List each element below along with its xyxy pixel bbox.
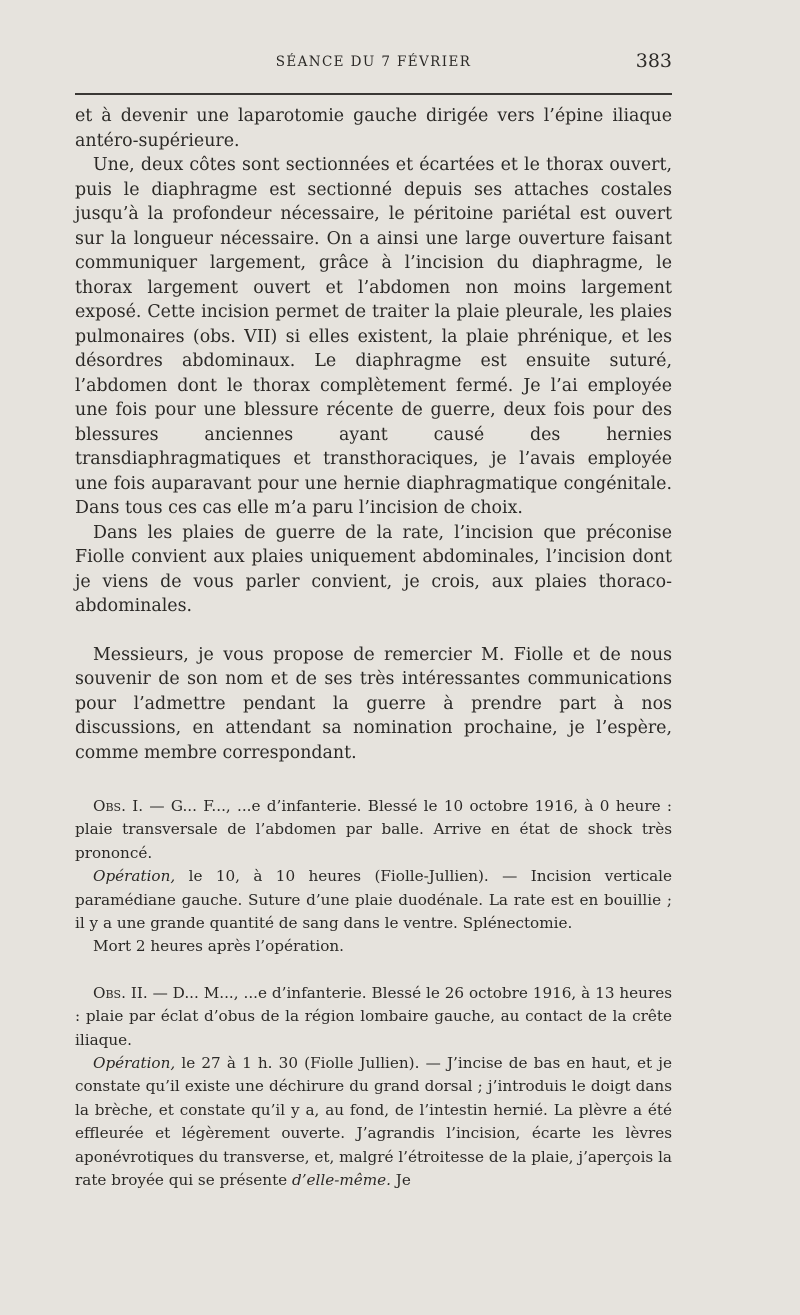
obs-2-text: — D... M..., ...e d’infanterie. Blessé le 26 octobre 1916, à 13 heures : plaie par éclat d’obus de la région lombaire gauche, au contact de la crête iliaque. <box>75 983 672 1049</box>
obs-2-operation-tail: Je <box>390 1171 411 1190</box>
obs-1-death: Mort 2 heures après l’opération. <box>93 937 345 956</box>
obs-2-operation-text: le 27 à 1 h. 30 (Fiolle Jullien). — J’incise de bas en haut, et je constate qu’il existe une déchirure du grand dorsal ; j’introduis le doigt dans la brèche, et constate qu’il y a, au fond, de l’intestin hernié. La plèvre a été effleurée et légèrement ouverte. J’agrandis l’incision, écarte les lèvres aponévrotiques du transverse, et, malgré l’étroitesse de la plaie, j’aperçois la rate broyée qui se présente <box>75 1054 672 1190</box>
obs-2-operation-label: Opération, <box>93 1054 176 1073</box>
obs-2-paragraph <box>75 982 672 1052</box>
obs-1-operation-label: Opération, <box>93 867 176 886</box>
obs-1-text: — G... F..., ...e d’infanterie. Blessé le 10 octobre 1916, à 0 heure : plaie transversale de l’abdomen par balle. Arrive en état de shock très prononcé. <box>75 797 672 862</box>
paragraph-2: Une, deux côtes sont sectionnées et écartées et le thorax ouvert, puis le diaphragme est sectionné depuis ses attaches costales jusqu’à la profondeur nécessaire, le péritoine pariétal est ouvert sur la longueur nécessaire. On a ainsi une large ouverture faisant communiquer largement, grâce à l’incision du diaphragme, le thorax largement ouvert et l’abdomen non moins largement exposé. Cette incision permet de traiter la plaie pleurale, les plaies pulmonaires (obs. VII) si elles existent, la plaie phrénique, et les désordres abdominaux. Le diaphragme est ensuite suturé, l’abdomen dont le thorax complètement fermé. Je l’ai employée une fois pour une blessure récente de guerre, deux fois pour des blessures anciennes ayant causé des hernies transdiaphragmatiques et transthoraciques, je l’avais employée une fois auparavant pour une hernie diaphragmatique congénitale. Dans tous ces cas elle m’a paru l’incision de choix. <box>75 155 672 518</box>
paragraph-4: Messieurs, je vous propose de remercier M. Fiolle et de nous souvenir de son nom et de ses très intéressantes communications pour l’admettre pendant la guerre à prendre part à nos discussions, en attendant sa nomination prochaine, je l’espère, comme membre correspondant. <box>75 644 672 763</box>
obs-1-operation-text: le 10, à 10 heures (Fiolle-Jullien). — Incision verticale paramédiane gauche. Suture d’une plaie duodénale. La rate est en bouillie ; il y a une grande quantité de sang dans le ventre. Splénectomie. <box>75 867 672 933</box>
obs-1-operation <box>75 865 672 935</box>
page-header <box>75 50 672 74</box>
main-text <box>75 104 672 765</box>
running-head: SÉANCE DU 7 FÉVRIER <box>275 54 472 70</box>
obs-2-label: Obs. II. <box>93 983 148 1002</box>
header-rule <box>75 93 672 95</box>
section-gap <box>75 765 672 795</box>
obs-2-operation <box>75 1052 672 1192</box>
observations <box>75 795 672 1193</box>
page-number: 383 <box>635 50 672 72</box>
paragraph-1: et à devenir une laparotomie gauche dirigée vers l’épine iliaque antéro-supérieure. <box>75 106 672 151</box>
section-gap <box>75 619 672 643</box>
obs-1-paragraph <box>75 795 672 865</box>
obs-2-operation-emphasis: d’elle-même. <box>292 1171 391 1190</box>
page-body <box>75 104 672 1193</box>
paragraph-3: Dans les plaies de guerre de la rate, l’incision que préconise Fiolle convient aux plaies uniquement abdominales, l’incision dont je viens de vous parler convient, je crois, aux plaies thoraco-abdominales. <box>75 522 672 616</box>
obs-1-label: Obs. I. <box>93 797 144 815</box>
obs-gap <box>75 959 672 982</box>
